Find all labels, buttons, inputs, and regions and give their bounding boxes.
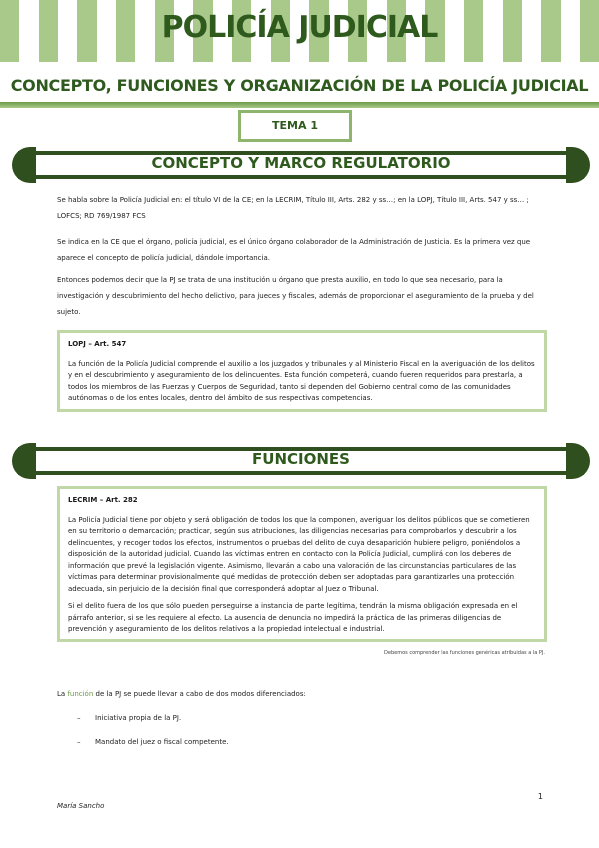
header-rule bbox=[0, 102, 599, 108]
paragraph: Se habla sobre la Policía Judicial en: el título VI de la CE; en la LECRIM, Título III, Arts. 282 y ss…; en la LOPJ, Título III, Arts. 547 y ss… ; LOFCS; RD 769/1987 FCS bbox=[57, 196, 529, 220]
quote-text: La Policía Judicial tiene por objeto y será obligación de todos los que la componen, averiguar los delitos públicos que se cometieren en su territorio o demarcación; practicar, según sus atribuciones, las diligencias necesarias para comprobarlos y descubrir a los delincuentes, y recoger todos los efectos, instrumentos o pruebas del delito de cuya desaparición hubiere peligro, poniéndolos a disposición de la autoridad judicial. Cuando las víctimas entren en contacto con la Policía Judicial, cumplirá con los deberes de información que prevé la legislación vigente. Asimismo, llevarán a cabo una valoración de las circunstancias particulares de las víctimas para determinar provisionalmente qué medidas de protección deben ser adoptadas para garantizarles una protección adecuada, sin perjuicio de la decisión final que corresponderá adoptar al Juez o Tribunal. bbox=[68, 515, 530, 593]
paragraph: Se indica en la CE que el órgano, policía judicial, es el único órgano colaborador de la Administración de Justicia. Es la primera vez que aparece el concepto de policía judicial, dándole importancia. bbox=[57, 238, 531, 262]
modes-intro: La función de la PJ se puede llevar a cabo de dos modos diferenciados: bbox=[57, 690, 306, 698]
list-item: – Mandato del juez o fiscal competente. bbox=[77, 738, 229, 746]
side-note: Debemos comprender las funciones genéricas atribuidas a la PJ. bbox=[384, 650, 545, 656]
page-title: POLICÍA JUDICIAL bbox=[161, 10, 438, 45]
quote-box-lopj bbox=[57, 330, 547, 412]
quote-text: Si el delito fuera de los que sólo pueden perseguirse a instancia de parte legítima, tendrán la misma obligación expresada en el párrafo anterior, si se les requiere al efecto. La ausencia de denuncia no impedirá la práctica de las primeras diligencias de prevención y aseguramiento de los delitos relativos a la propiedad intelectual e industrial. bbox=[68, 602, 518, 633]
section-title: CONCEPTO Y MARCO REGULATORIO bbox=[151, 154, 451, 172]
highlight-word: función bbox=[67, 690, 94, 698]
page-number: 1 bbox=[537, 792, 543, 801]
page-subtitle: CONCEPTO, FUNCIONES Y ORGANIZACIÓN DE LA POLICÍA JUDICIAL bbox=[10, 76, 589, 95]
quote-text: La función de la Policía Judicial comprende el auxilio a los juzgados y tribunales y al Ministerio Fiscal en la averiguación de los delitos y en el descubrimiento y aseguramiento de los delincuentes. Esta función competerá, cuando fueren requeridos para prestarla, a todos los miembros de las Fuerzas y Cuerpos de Seguridad, tanto si dependen del Gobierno central como de las comunidades autónomas o de los entes locales, dentro del ámbito de sus respectivas competencias. bbox=[68, 359, 535, 402]
section-header-concepto bbox=[18, 151, 584, 179]
list-item: – Iniciativa propia de la PJ. bbox=[77, 714, 182, 722]
quote-box-lecrim bbox=[57, 486, 547, 642]
tema-label: TEMA 1 bbox=[238, 110, 352, 142]
section-header-funciones bbox=[18, 447, 584, 475]
quote-heading: LOPJ – Art. 547 bbox=[68, 340, 127, 348]
section-title: FUNCIONES bbox=[252, 450, 350, 468]
paragraph: Entonces podemos decir que la PJ se trata de una institución u órgano que presta auxilio, en todo lo que sea necesario, para la investigación y descubrimiento del hecho delictivo, para jueces y fiscales, además de proporcionar el aseguramiento de la prueba y del sujeto. bbox=[57, 276, 534, 316]
quote-heading: LECRIM – Art. 282 bbox=[68, 496, 138, 504]
author-name: María Sancho bbox=[57, 802, 105, 810]
